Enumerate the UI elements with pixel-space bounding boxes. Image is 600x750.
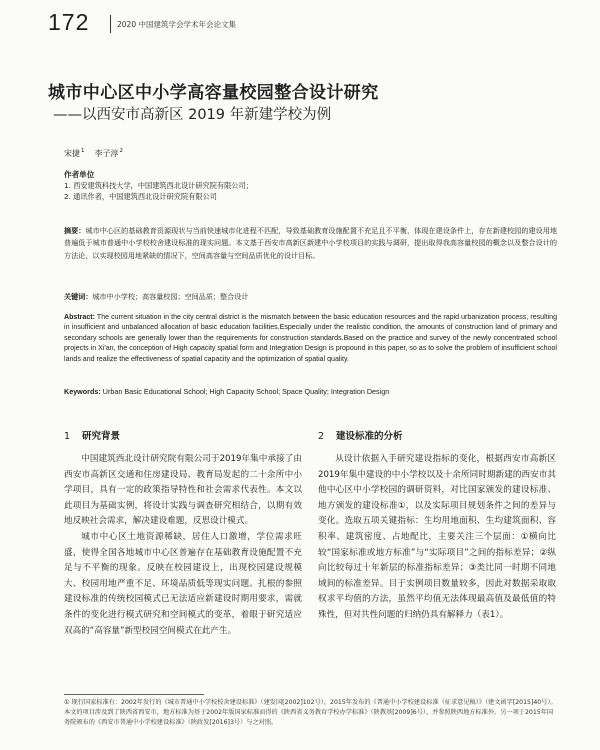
author-superscript: 2 — [119, 148, 123, 155]
header-divider — [110, 15, 111, 33]
abstract-english — [64, 313, 557, 365]
footnote-divider — [64, 694, 204, 695]
body-paragraph: 中国建筑西北设计研究院有限公司于2019年集中承接了由西安市高新区交通和住房建设局、教育局发起的二十余所中小学项目，具有一定的政策指导特性和社会需求代表性。本文以此项目为基础实例，将设计实践与调查研究相结合，以期有效地反映社会需求，解决建设难题，反思设计模式。 — [64, 454, 302, 527]
body-paragraph: 从设计依据入手研究建设指标的变化，根据西安市高新区2019年集中建设的中小学校以及十余所同时期新建的西安市其他中心区中小学校园的调研资料，对比国家颁发的建设标准、地方颁发的建设标准①，以及实际项目规划条件之间的差异与变化。选取五项关键指标：生均用地面积、生均建筑面积、容积率、建筑密度、占地配比，主要关注三个层面：①横向比较“国家标准或地方标准”与“实际项目”之间的指标差异；②纵向比较每过十年新层的标准指标差异；③类比同一时期不同地域间的标准差异。目于实例项目数量较多，因此对数据采取取权求平均值的方法，虽然平均值无法体现最高值及最低值的特殊性，但对共性问题的归纳仍具有解释力（表1）。 — [318, 454, 556, 620]
keywords-en-label: Keywords: — [64, 387, 101, 396]
section-title: 建设标准的分析 — [336, 431, 403, 442]
page-number: 172 — [48, 9, 90, 35]
keywords-text: 城市中小学校；高容量校园；空间品质；整合设计 — [92, 292, 249, 301]
abstract-en-label: Abstract: — [64, 314, 95, 321]
body-column-right — [318, 452, 556, 624]
section-number: 2 — [318, 431, 325, 442]
affiliation-item: 2. 通讯作者，中国建筑西北设计研究院有限公司 — [64, 192, 217, 201]
body-paragraph: 城市中心区土地资源稀缺，居住人口激增，学位需求旺盛，使得全国各地城市中心区普遍存在基础教育设施配置不充足与不平衡的现象。反映在校园建设上，出现校园建设规模大、校园用地严重不足、环境品质低等现实问题。扎根的参照建设标准的传统校园模式已无法适应新建设时期用要求，需就条件的变化进行模式研究和空间模式的变革，着眼于研究适应双高的“高容量”新型校园空间模式在此产生。 — [64, 531, 302, 636]
paper-title: 城市中心区中小学高容量校园整合设计研究 — [48, 83, 379, 103]
author-list — [64, 148, 133, 159]
section-number: 1 — [64, 431, 71, 442]
abstract-chinese — [64, 225, 557, 262]
affiliations-heading: 作者单位 — [64, 170, 95, 179]
section-heading — [318, 428, 403, 442]
abstract-en-text: The current situation in the city central district is the mismatch between the basic education resources and the rapid urbanization process, resulting in insufficient and unbalanced allocation of basic education facilities.Especially under the realistic condition, the amounts of construction land of primary and secondary schools are generally lower than the requirements for construction standards.Based on the practice and survey of the newly concentrated school projects in Xi'an, the conception of High capacity spatial form and Integration Design is propound in this paper, so as to solve the problem of insufficient school lands and realize the effectiveness of spatial capacity and the optimization of spatial quality. — [64, 314, 557, 363]
affiliations — [64, 169, 253, 202]
paper-subtitle: ——以西安市高新区 2019 年新建学校为例 — [53, 107, 332, 123]
section-title: 研究背景 — [82, 431, 121, 442]
keywords-english — [64, 387, 389, 396]
author-superscript: 1 — [81, 148, 85, 155]
keywords-chinese — [64, 292, 248, 302]
footnote: ① 现行国家标准有：2002年发行的《城市普通中小学校校舍建设标准》（建发国[2002]102号），2015年发布的《普通中小学校建设标准（征求意见稿）》（建文函字[2015]40号）。本文的项目涉及到了陕西省西安市，地方标准为基于2002年版国家标准而得的《陕西省义务教育学校办学标准》（陕教基[2009]6号），并参照陕西地方标准外，另一项于2015年国务院颁布的《西安市普通中小学校建设标准》（陕政发[2016]3号）与之对照。 — [64, 699, 557, 726]
abstract-text: 城市中心区的基础教育资源现状与当前快速城市化进程不匹配，导致基础教育设施配置不充足且不平衡，体现在建设条件上，存在新建校园的建设用地普遍低于城市普通中小学校校舍建设标准的现实问题。本文基于西安市高新区新建中小学校项目的实践与调研，提出取得我高容量校园的概念以及整合设计的方法论，以实现校园用地紧缺的情况下，空间高容量与空间品质优化的设计目标。 — [64, 226, 557, 260]
author-name: 李子淳 — [94, 149, 119, 158]
running-title: 2020 中国建筑学会学术年会论文集 — [117, 20, 236, 29]
abstract-label: 摘要： — [64, 226, 86, 235]
author-name: 宋捷 — [64, 149, 80, 158]
affiliation-item: 1. 西安建筑科技大学，中国建筑西北设计研究院有限公司； — [64, 181, 253, 190]
keywords-label: 关键词： — [64, 292, 93, 301]
body-column-left — [64, 452, 302, 639]
section-heading — [64, 428, 120, 442]
keywords-en-text: Urban Basic Educational School; High Capacity School; Space Quality; Integration Design — [102, 387, 390, 396]
